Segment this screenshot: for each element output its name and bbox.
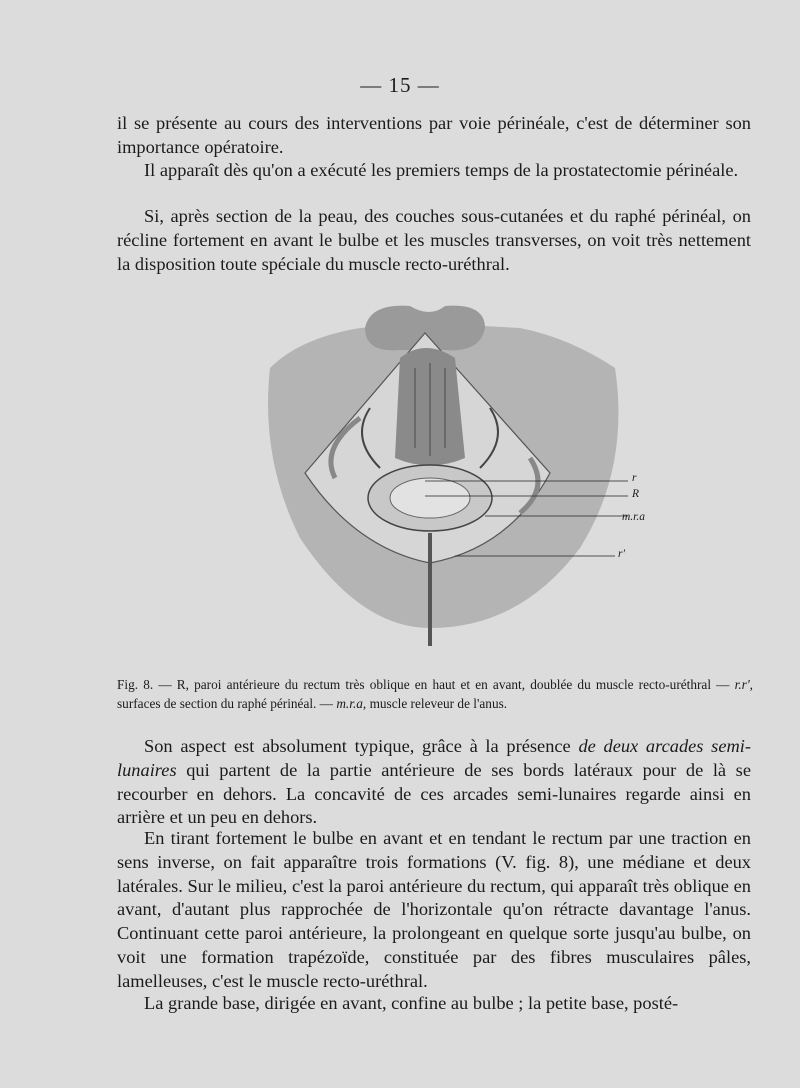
paragraph-2: Il apparaît dès qu'on a exécuté les premiers temps de la prostatectomie périnéale. <box>144 160 739 180</box>
paragraph-3: Si, après section de la peau, des couches sous-cutanées et du raphé périnéal, on récline fortement en avant le bulbe et les muscles transverses, on voit très nettement la disposition toute spéciale du muscle recto-uréthral. <box>117 206 751 274</box>
perineum-drawing <box>230 298 650 648</box>
caption-text-b: , surfaces de section du raphé périnéal. — <box>117 677 753 711</box>
caption-rr: r.r' <box>734 677 750 692</box>
p4-text-b: qui partent de la partie antérieure de ses bords latéraux pour de là se recourber en dehors. La concavité de ces arcades semi-lunaires regarde ainsi en arrière et un peu en dehors. <box>117 759 751 828</box>
paragraph-5: En tirant fortement le bulbe en avant et en tendant le rectum par une traction en sens inverse, on fait apparaître trois formations (V. fig. 8), une médiane et deux latérales. Sur le milieu, c'est la paroi antérieure du rectum, qui apparaît très oblique en avant, d'autant plus rapprochée de l'horizontale qu'on rétracte davantage l'anus. Continuant cette paroi antérieure, la prolongeant en quelque sorte jusqu'au bulbe, on voit une formation trapézoïde, constituée par des fibres musculaires pâles, lamelleuses, c'est le muscle recto-uréthral. <box>117 828 751 991</box>
p4-text-a: Son aspect est absolument typique, grâce à la présence <box>144 736 579 756</box>
label-R: R <box>632 488 640 500</box>
label-rprime: r' <box>618 548 625 560</box>
paragraph-1: il se présente au cours des interventions par voie périnéale, c'est de déterminer son importance opératoire. <box>117 113 751 157</box>
paragraph-6: La grande base, dirigée en avant, confine au bulbe ; la petite base, posté- <box>144 993 679 1013</box>
rectum-inner <box>390 478 470 518</box>
paragraph-4 <box>117 735 751 830</box>
figure-caption <box>117 675 753 713</box>
label-r: r <box>632 472 637 484</box>
caption-mra: m.r.a <box>336 696 363 711</box>
caption-text-a: Fig. 8. — R, paroi antérieure du rectum très oblique en haut et en avant, doublée du muscle recto-uréthral — <box>117 677 735 692</box>
caption-text-c: , muscle releveur de l'anus. <box>362 696 508 711</box>
p4-emphasis: de deux arcades semi-lunaires <box>117 736 751 780</box>
anatomical-illustration <box>230 298 650 648</box>
label-mra: m.r.a <box>622 511 646 523</box>
page-number: — 15 — <box>360 73 440 97</box>
